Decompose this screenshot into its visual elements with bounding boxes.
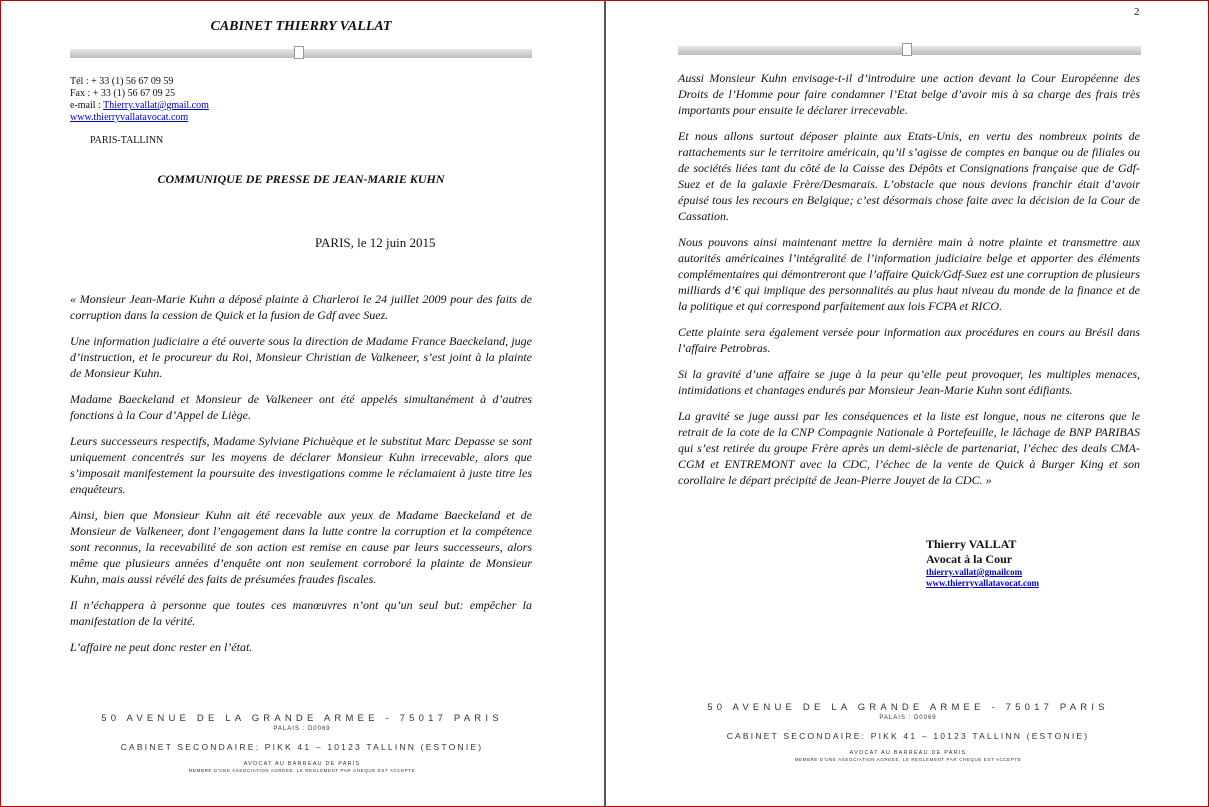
document-page-2 [606, 0, 1209, 807]
footer-bar: AVOCAT AU BARREAU DE PARIS [243, 761, 361, 767]
paragraph: « Monsieur Jean-Marie Kuhn a déposé plainte à Charleroi le 24 juillet 2009 pour des faits de corruption dans la cession de Quick et la fusion de Gdf avec Suez. [70, 292, 532, 322]
paragraph: La gravité se juge aussi par les conséquences et la liste est longue, nous ne citerons que le retrait de la cote de la CNP Compagnie Nationale à Portefeuille, le lâchage de BNP PARIBAS qui s’est retirée du groupe Frère après un demi-siècle de partenariat, l’échec des deals CMA-CGM et ENTREMONT avec la CDC, l’échec de la vente de Quick à Burger King et son corollaire le départ précipité de Jean-Pierre Jouyet de la CDC. » [678, 409, 1140, 487]
date-line: PARIS, le 12 juin 2015 [315, 235, 436, 250]
paragraph: Il n’échappera à personne que toutes ces manœuvres n’ont qu’un seul but: empêcher la manifestation de la vérité. [70, 598, 532, 628]
page-number: 2 [1134, 6, 1140, 18]
footer-palais: PALAIS : D0069 [273, 726, 331, 732]
tel-line: Tél : + 33 (1) 56 67 09 59 [70, 76, 174, 87]
page-footer [60, 713, 544, 773]
email-label: e-mail : [70, 100, 104, 111]
footer-palais: PALAIS : D0069 [879, 715, 937, 721]
paragraph: Nous pouvons ainsi maintenant mettre la dernière main à notre plainte et transmettre aux autorités américaines l’intégralité de l’information judiciaire belge et apporter des éléments complémentaires qui démontreront que l’affaire Quick/Gdf-Suez est une corruption de plusieurs milliards d’€ qui implique des personnalités au plus haut niveau du monde de la finance et de la politique et qui correspond parfaitement aux lois FCPA et RICO. [678, 235, 1140, 313]
email-link[interactable]: Thierry.vallat@gmail.com [103, 100, 209, 111]
header-rule-notch [294, 46, 304, 59]
footer-member: MEMBRE D'UNE ASSOCIATION AGREEE, LE REGLEMENT PAR CHEQUE EST ACCEPTE [188, 768, 416, 773]
paragraph: Cette plainte sera également versée pour information aux procédures en cours au Brésil dans l’affaire Petrobras. [678, 325, 1140, 355]
paragraph: Aussi Monsieur Kuhn envisage-t-il d’introduire une action devant la Cour Européenne des Droits de l’Homme pour faire condamner l’Etat belge d’avoir mis à sa charge des frais très importants pour ensuite le déclarer irrecevable. [678, 71, 1140, 117]
paragraph: Si la gravité d’une affaire se juge à la peur qu’elle peut provoquer, les multiples menaces, intimidations et chantages endurés par Monsieur Jean-Marie Kuhn sont édifiants. [678, 367, 1140, 397]
footer-secondary-office: CABINET SECONDAIRE: PIKK 41 – 10123 TALLINN (ESTONIE) [726, 731, 1090, 741]
footer-bar: AVOCAT AU BARREAU DE PARIS [849, 750, 967, 756]
footer-address: 50 AVENUE DE LA GRANDE ARMEE - 75017 PARIS [707, 702, 1109, 713]
signature-title: Avocat à la Cour [926, 552, 1013, 566]
footer-secondary-office: CABINET SECONDAIRE: PIKK 41 – 10123 TALLINN (ESTONIE) [120, 742, 484, 752]
fax-line: Fax : + 33 (1) 56 67 09 25 [70, 88, 176, 99]
header-rule [678, 46, 1141, 55]
footer-address: 50 AVENUE DE LA GRANDE ARMEE - 75017 PARIS [101, 713, 503, 724]
city-label: PARIS-TALLINN [90, 135, 164, 146]
paragraph: Et nous allons surtout déposer plainte aux Etats-Unis, en vertu des nombreux points de rattachements sur le territoire américain, qu’il s’agisse de comptes en banque ou de filiales ou de sociétés liées tant du côté de la Caisse des Dépôts et Consignations française que de Gdf-Suez et de la galaxie Frère/Desmarais. L’obstacle que nous devions franchir était d’avoir épuisé tous les recours en Belgique; c’est désormais chose faite avec la décision de la Cour de Cassation. [678, 129, 1140, 223]
website-link[interactable]: www.thierryvallatavocat.com [70, 112, 189, 123]
paragraph: Une information judiciaire a été ouverte sous la direction de Madame France Baeckeland, juge d’instruction, et le procureur du Roi, Monsieur Christian de Valkeneer, s’est joint à la plainte de Monsieur Kuhn. [70, 334, 532, 380]
paragraph: Ainsi, bien que Monsieur Kuhn ait été recevable aux yeux de Madame Baeckeland et de Monsieur de Valkeneer, dont l’engagement dans la lutte contre la corruption et la compétence sont reconnus, la recevabilité de son action est remise en cause par leurs successeurs, alors même que plusieurs années d’enquête ont non seulement corroboré la plainte de Monsieur Kuhn, mais aussi révélé des faits de présumées fraudes fiscales. [70, 508, 532, 586]
signature-email-link[interactable]: thierry.vallat@gmailcom [926, 567, 1023, 577]
header-rule [70, 49, 532, 58]
paragraph: Leurs successeurs respectifs, Madame Sylviane Pichuèque et le substitut Marc Depasse se sont uniquement concentrés sur les moyens de déclarer Monsieur Kuhn irrecevable, alors que s’imposait manifestement la poursuite des investigations comme le réclamaient à juste titre les enquêteurs. [70, 434, 532, 496]
website-line [70, 112, 209, 124]
paragraph: L’affaire ne peut donc rester en l’état. [70, 640, 253, 654]
paragraph: Madame Baeckeland et Monsieur de Valkeneer ont été appelés simultanément à d’autres fonctions à la Cour d’Appel de Liège. [70, 392, 532, 422]
document-page-1 [0, 0, 604, 807]
signature-website-link[interactable]: www.thierryvallatavocat.com [926, 578, 1039, 588]
contact-block [70, 76, 209, 124]
press-release-heading: COMMUNIQUE DE PRESSE DE JEAN-MARIE KUHN [157, 172, 445, 186]
page-footer [666, 702, 1150, 762]
footer-member: MEMBRE D'UNE ASSOCIATION AGREEE, LE REGLEMENT PAR CHEQUE EST ACCEPTE [794, 757, 1022, 762]
email-line [70, 100, 209, 112]
body-text [70, 291, 532, 665]
header-rule-notch [902, 43, 912, 56]
signature-block [926, 537, 1039, 589]
cabinet-title: CABINET THIERRY VALLAT [210, 19, 392, 34]
signature-name: Thierry VALLAT [926, 537, 1017, 551]
body-text [678, 70, 1140, 498]
